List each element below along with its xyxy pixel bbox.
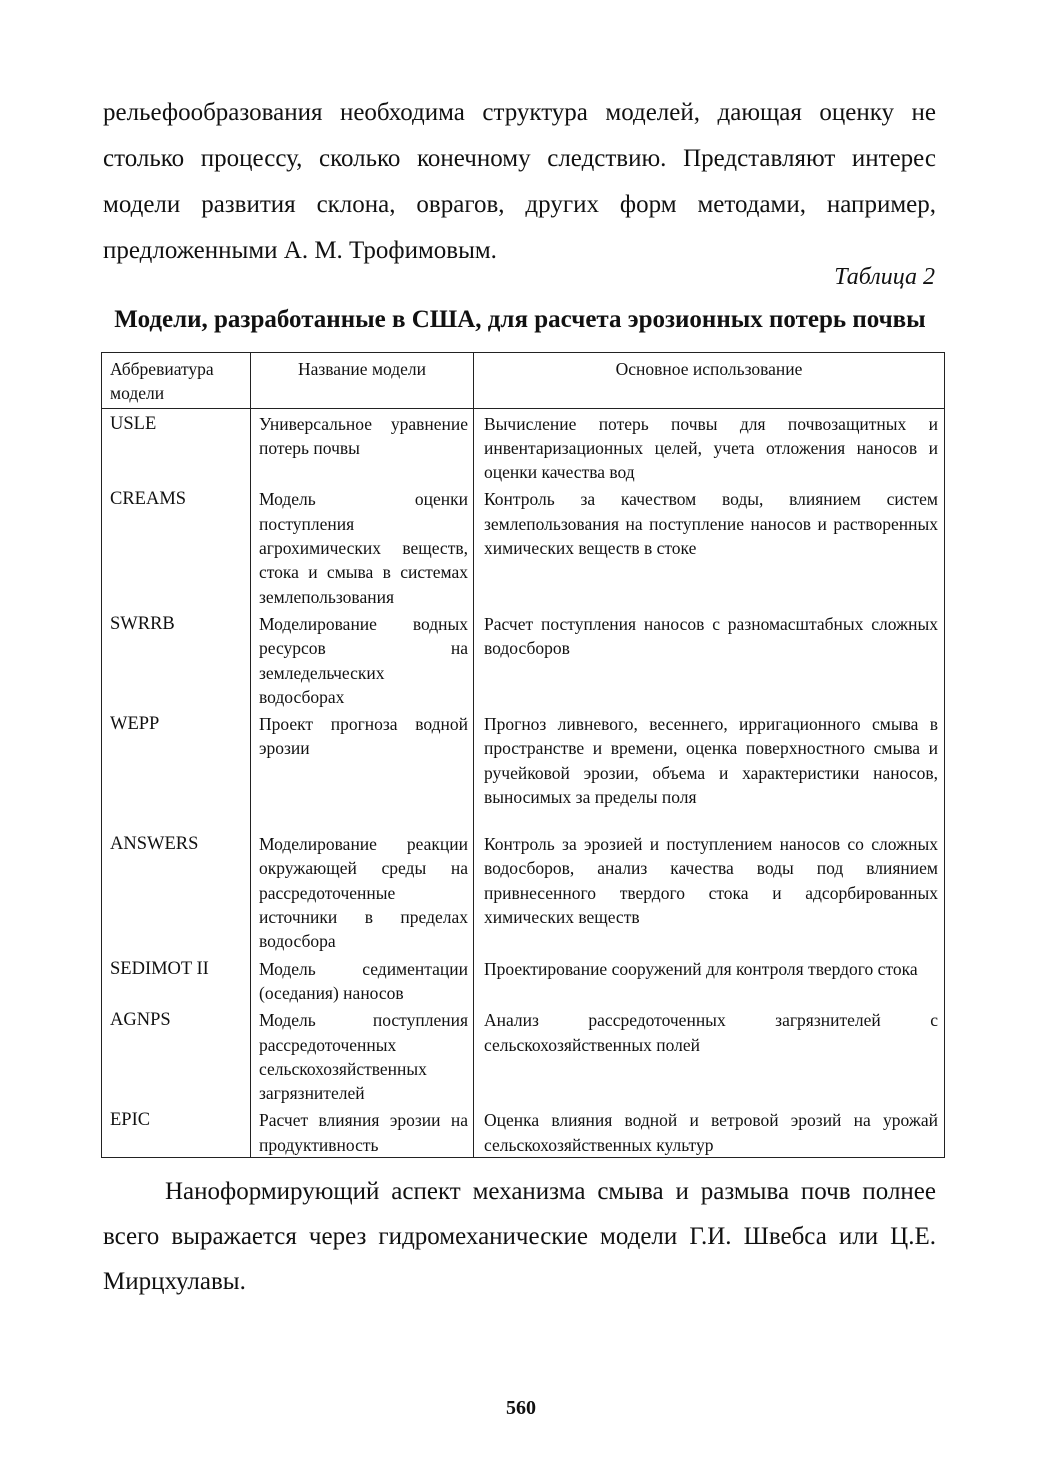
cell-main-use: Анализ рассредоточенных загрязнителей с сельскохозяйственных полей — [474, 1005, 945, 1105]
header-abbreviation: Аббревиатура модели — [102, 353, 251, 409]
cell-model-name: Расчет влияния эрозии на продуктивность — [251, 1105, 474, 1157]
table-caption: Таблица 2 — [834, 264, 935, 290]
table-row — [102, 609, 945, 709]
cell-model-name: Проект прогноза водной эрозии — [251, 709, 474, 829]
cell-model-name: Модель седиментации (оседания) наносов — [251, 954, 474, 1006]
cell-abbreviation: CREAMS — [102, 484, 251, 608]
cell-main-use: Проектирование сооружений для контроля твердого стока — [474, 954, 945, 1006]
cell-main-use: Вычисление потерь почвы для почвозащитных и инвентаризационных целей, учета отложения наносов и оценки качества вод — [474, 408, 945, 484]
cell-abbreviation: AGNPS — [102, 1005, 251, 1105]
models-table — [101, 352, 945, 1158]
cell-main-use: Оценка влияния водной и ветровой эрозий на урожай сельскохозяйственных культур — [474, 1105, 945, 1157]
cell-abbreviation: WEPP — [102, 709, 251, 829]
table-row — [102, 829, 945, 953]
header-main-use: Основное использование — [474, 353, 945, 409]
cell-main-use: Прогноз ливневого, весеннего, ирригационного смыва в пространстве и времени, оценка поверхностного смыва и ручейковой эрозии, объема и характеристики наносов, выносимых за пределы поля — [474, 709, 945, 829]
cell-model-name: Модель оценки поступления агрохимических веществ, стока и смыва в системах землепользования — [251, 484, 474, 608]
table-title: Модели, разработанные в США, для расчета эрозионных потерь почвы — [114, 306, 926, 333]
cell-abbreviation: ANSWERS — [102, 829, 251, 953]
table-row — [102, 709, 945, 829]
cell-model-name: Моделирование водных ресурсов на земледельческих водосборах — [251, 609, 474, 709]
table-row — [102, 954, 945, 1006]
cell-main-use: Контроль за эрозией и поступлением наносов со сложных водосборов, анализ качества воды под влиянием привнесенного твердого стока и адсорбированных химических веществ — [474, 829, 945, 953]
cell-model-name: Модель поступления рассредоточенных сельскохозяйственных загрязнителей — [251, 1005, 474, 1105]
paragraph-conclusion: Наноформирующий аспект механизма смыва и размыва почв полнее всего выражается через гидромеханические модели Г.И. Швебса или Ц.Е. Мирцхулавы. — [103, 1178, 936, 1295]
cell-abbreviation: USLE — [102, 408, 251, 484]
cell-abbreviation: SWRRB — [102, 609, 251, 709]
table-row — [102, 484, 945, 608]
cell-abbreviation: EPIC — [102, 1105, 251, 1157]
cell-model-name: Универсальное уравнение потерь почвы — [251, 408, 474, 484]
table-header-row — [102, 353, 945, 409]
table-row — [102, 1005, 945, 1105]
cell-model-name: Моделирование реакции окружающей среды на рассредоточенные источники в пределах водосбора — [251, 829, 474, 953]
cell-main-use: Контроль за качеством воды, влиянием систем землепользования на поступление наносов и растворенных химических веществ в стоке — [474, 484, 945, 608]
cell-abbreviation: SEDIMOT II — [102, 954, 251, 1006]
header-model-name: Название модели — [251, 353, 474, 409]
page-number: 560 — [506, 1397, 536, 1419]
table-row — [102, 1105, 945, 1157]
paragraph-intro: рельефообразования необходима структура моделей, дающая оценку не столько процессу, сколько конечному следствию. Представляют интерес модели развития склона, оврагов, других форм методами, например, предложенными А. М. Трофимовым. — [103, 99, 936, 264]
table-row — [102, 408, 945, 484]
cell-main-use: Расчет поступления наносов с разномасштабных сложных водосборов — [474, 609, 945, 709]
